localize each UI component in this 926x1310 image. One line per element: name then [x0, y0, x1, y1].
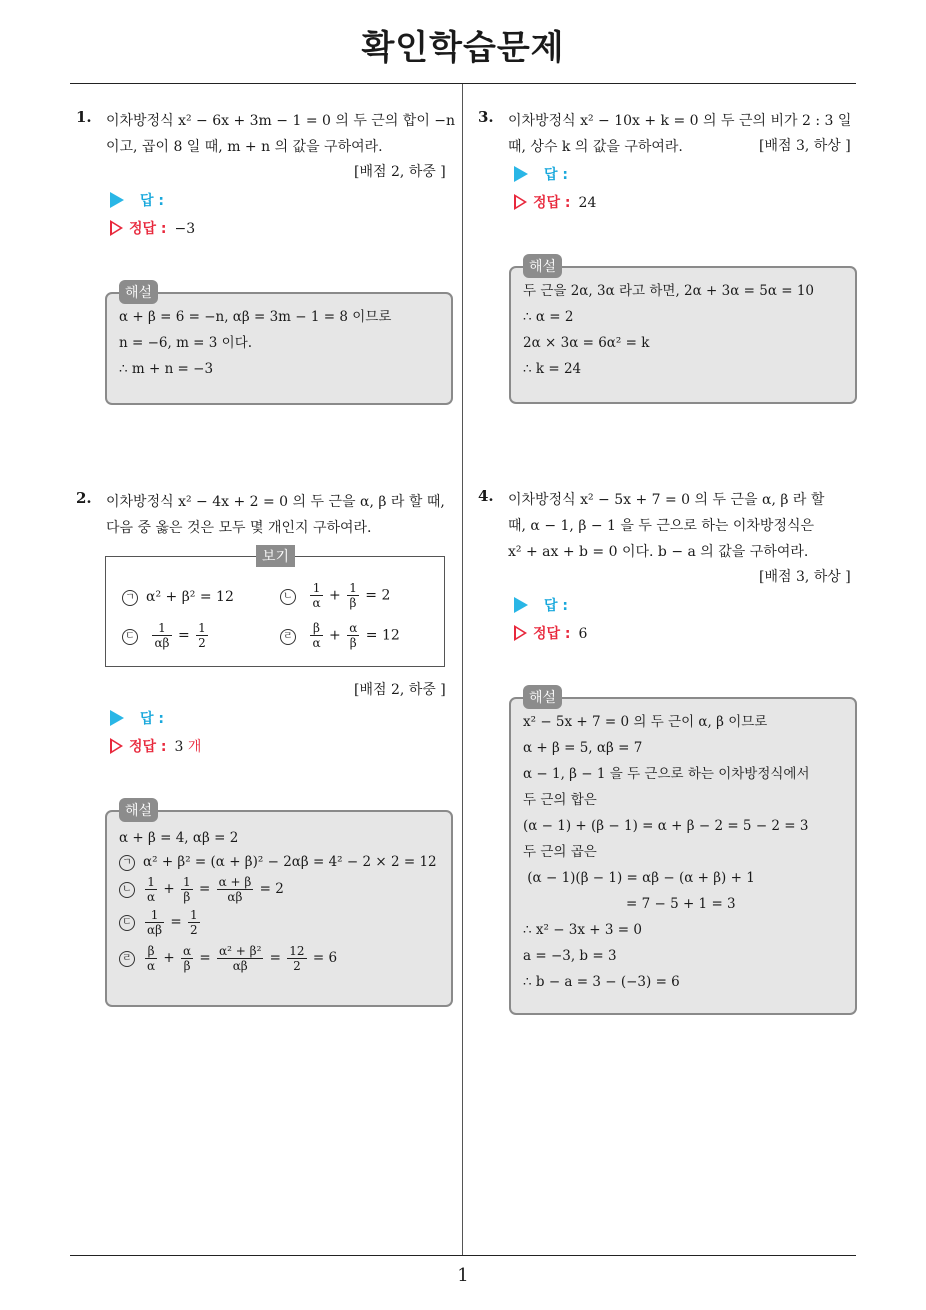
problem-text: [106, 489, 456, 541]
solution-box: [509, 690, 857, 1015]
page-number: 1: [457, 1265, 469, 1286]
bogi-expression: = 12: [365, 627, 400, 644]
solution-line: α + β = 4, αβ = 2: [119, 830, 239, 846]
correct-label: 정답 :: [533, 195, 571, 211]
correct-answer-row: [110, 736, 201, 756]
bogi-expression: = 2: [365, 587, 391, 604]
answer-label: 답 :: [544, 598, 568, 614]
answer-row: [110, 708, 164, 728]
solution-line: ∴ b − a = 3 − (−3) = 6: [523, 974, 680, 990]
solution-line: 두 근의 곱은: [523, 844, 597, 860]
answer-row: [514, 595, 568, 615]
play-triangle-icon: [110, 710, 124, 726]
solution-box: [509, 259, 857, 404]
problem-line: 이차방정식 x² − 4x + 2 = 0 의 두 근을 α, β 라 할 때,: [106, 494, 445, 510]
solution-tag: 해설: [119, 280, 158, 304]
correct-label: 정답 :: [129, 221, 167, 237]
outline-triangle-icon: [110, 738, 123, 754]
circled-mark: ㄷ: [122, 629, 138, 645]
correct-unit: 개: [187, 739, 202, 755]
solution-box: [105, 803, 453, 1007]
correct-label: 정답 :: [129, 739, 167, 755]
solution-tag: 해설: [119, 798, 158, 822]
circled-mark: ㄴ: [280, 589, 296, 605]
top-rule: [70, 83, 856, 84]
circled-mark: ㄴ: [119, 882, 135, 898]
correct-value: 6: [578, 626, 588, 642]
problem-line: 이차방정식 x² − 10x + k = 0 의 두 근의 비가 2 : 3 일: [508, 113, 852, 129]
problem-text: [106, 108, 456, 160]
play-triangle-icon: [110, 192, 124, 208]
solution-line: ∴ k = 24: [523, 361, 582, 377]
circled-mark: ㄹ: [280, 629, 296, 645]
outline-triangle-icon: [110, 220, 123, 236]
score-label: [배점 2, 하중 ]: [354, 682, 446, 698]
play-triangle-icon: [514, 166, 528, 182]
solution-line: (α − 1)(β − 1) = αβ − (α + β) + 1: [523, 870, 755, 886]
fraction: $\frac{1}{\alpha\beta}$: [154, 621, 170, 650]
problem-text: [508, 487, 858, 565]
bogi-expression: α² + β² = 12: [146, 589, 234, 605]
solution-line: ㄱ α² + β² = (α + β)² − 2αβ = 4² − 2 × 2 = 12: [119, 850, 439, 874]
fraction: $\frac{1}{\alpha}$: [312, 581, 321, 610]
problem-line: x² + ax + b = 0 이다. b − a 의 값을 구하여라.: [508, 544, 809, 560]
answer-label: 답 :: [544, 167, 568, 183]
bogi-item-d: ㄹ $\frac{\beta}{\alpha}$ + $\frac{\alpha}{\beta}$ = 12: [280, 621, 400, 650]
solution-line: a = −3, b = 3: [523, 948, 617, 964]
solution-line: = 7 − 5 + 1 = 3: [523, 896, 736, 912]
problem-line: 이차방정식 x² − 5x + 7 = 0 의 두 근을 α, β 라 할: [508, 492, 825, 508]
fraction: $\frac{\alpha}{\beta}$: [349, 621, 358, 650]
circled-mark: ㄱ: [119, 855, 135, 871]
fraction: $\frac{1}{2}$: [198, 621, 206, 650]
score-label: [배점 3, 하상 ]: [759, 138, 851, 154]
fraction: $\frac{1}{\beta}$: [349, 581, 357, 610]
bogi-box: [105, 549, 445, 667]
correct-label: 정답 :: [533, 626, 571, 642]
solution-line: ㄷ $\frac{1}{\alpha\beta}$ = $\frac{1}{2}$: [119, 904, 439, 940]
solution-line: ㄹ $\frac{\beta}{\alpha}$ + $\frac{\alpha}{\beta}$ = $\frac{\text{α² + β²}}{\alpha\beta}$ = $\frac{12}{2}$ = 6: [119, 940, 439, 976]
correct-value: 3: [174, 739, 184, 755]
bogi-item-c: [122, 621, 210, 650]
play-triangle-icon: [514, 597, 528, 613]
solution-line: n = −6, m = 3 이다.: [119, 335, 253, 351]
solution-line: α + β = 6 = −n, αβ = 3m − 1 = 8 이므로: [119, 309, 392, 325]
problem-4: [478, 487, 858, 565]
solution-line: 두 근의 합은: [523, 792, 597, 808]
solution-tag: 해설: [523, 254, 562, 278]
problem-line: 때, 상수 k 의 값을 구하여라.: [508, 139, 683, 155]
problem-2: [76, 489, 456, 541]
answer-label: 답 :: [140, 711, 164, 727]
solution-line: 두 근을 2α, 3α 라고 하면, 2α + 3α = 5α = 10: [523, 283, 815, 299]
problem-line: 다음 중 옳은 것은 모두 몇 개인지 구하여라.: [106, 520, 372, 536]
outline-triangle-icon: [514, 194, 527, 210]
problem-1: [76, 108, 456, 160]
score-label: [배점 3, 하상 ]: [759, 569, 851, 585]
problem-number: 4.: [478, 487, 494, 505]
outline-triangle-icon: [514, 625, 527, 641]
solution-line: ∴ m + n = −3: [119, 361, 214, 377]
correct-value: −3: [174, 221, 196, 237]
solution-line: ㄴ $\frac{1}{\alpha}$ + $\frac{1}{\beta}$ = $\frac{\alpha + \beta}{\alpha\beta}$ = 2: [119, 874, 439, 904]
circled-mark: ㄷ: [119, 915, 135, 931]
page-title: 확인학습문제: [361, 28, 565, 68]
solution-line: ∴ x² − 3x + 3 = 0: [523, 922, 642, 938]
problem-line: 이차방정식 x² − 6x + 3m − 1 = 0 의 두 근의 합이 −n: [106, 113, 456, 129]
answer-label: 답 :: [140, 193, 164, 209]
correct-answer-row: [514, 192, 596, 212]
equals-sign: =: [177, 627, 190, 644]
score-label: [배점 2, 하중 ]: [354, 164, 446, 180]
solution-line: ∴ α = 2: [523, 309, 574, 325]
correct-value: 24: [578, 195, 597, 211]
problem-line: 이고, 곱이 8 일 때, m + n 의 값을 구하여라.: [106, 139, 383, 155]
problem-number: 2.: [76, 489, 92, 507]
circled-mark: ㄹ: [119, 951, 135, 967]
bogi-item-a: [122, 589, 234, 606]
problem-number: 1.: [76, 108, 92, 126]
problem-number: 3.: [478, 108, 494, 126]
solution-line: x² − 5x + 7 = 0 의 두 근이 α, β 이므로: [523, 714, 768, 730]
solution-line: α − 1, β − 1 을 두 근으로 하는 이차방정식에서: [523, 766, 810, 782]
solution-line: 2α × 3α = 6α² = k: [523, 335, 650, 351]
solution-line: α + β = 5, αβ = 7: [523, 740, 643, 756]
correct-answer-row: [110, 218, 195, 238]
answer-row: [110, 190, 164, 210]
solution-box: [105, 285, 453, 405]
solution-line: (α − 1) + (β − 1) = α + β − 2 = 5 − 2 = 3: [523, 818, 809, 834]
solution-tag: 해설: [523, 685, 562, 709]
column-divider: [462, 84, 463, 1256]
problem-line: 때, α − 1, β − 1 을 두 근으로 하는 이차방정식은: [508, 518, 815, 534]
circled-mark: ㄱ: [122, 590, 138, 606]
bottom-rule: [70, 1255, 856, 1256]
fraction: $\frac{\beta}{\alpha}$: [312, 621, 321, 650]
bogi-item-b: ㄴ $\frac{1}{\alpha}$ + $\frac{1}{\beta}$ = 2: [280, 581, 390, 610]
answer-row: [514, 164, 568, 184]
correct-answer-row: [514, 623, 587, 643]
bogi-tag: 보기: [256, 545, 295, 567]
